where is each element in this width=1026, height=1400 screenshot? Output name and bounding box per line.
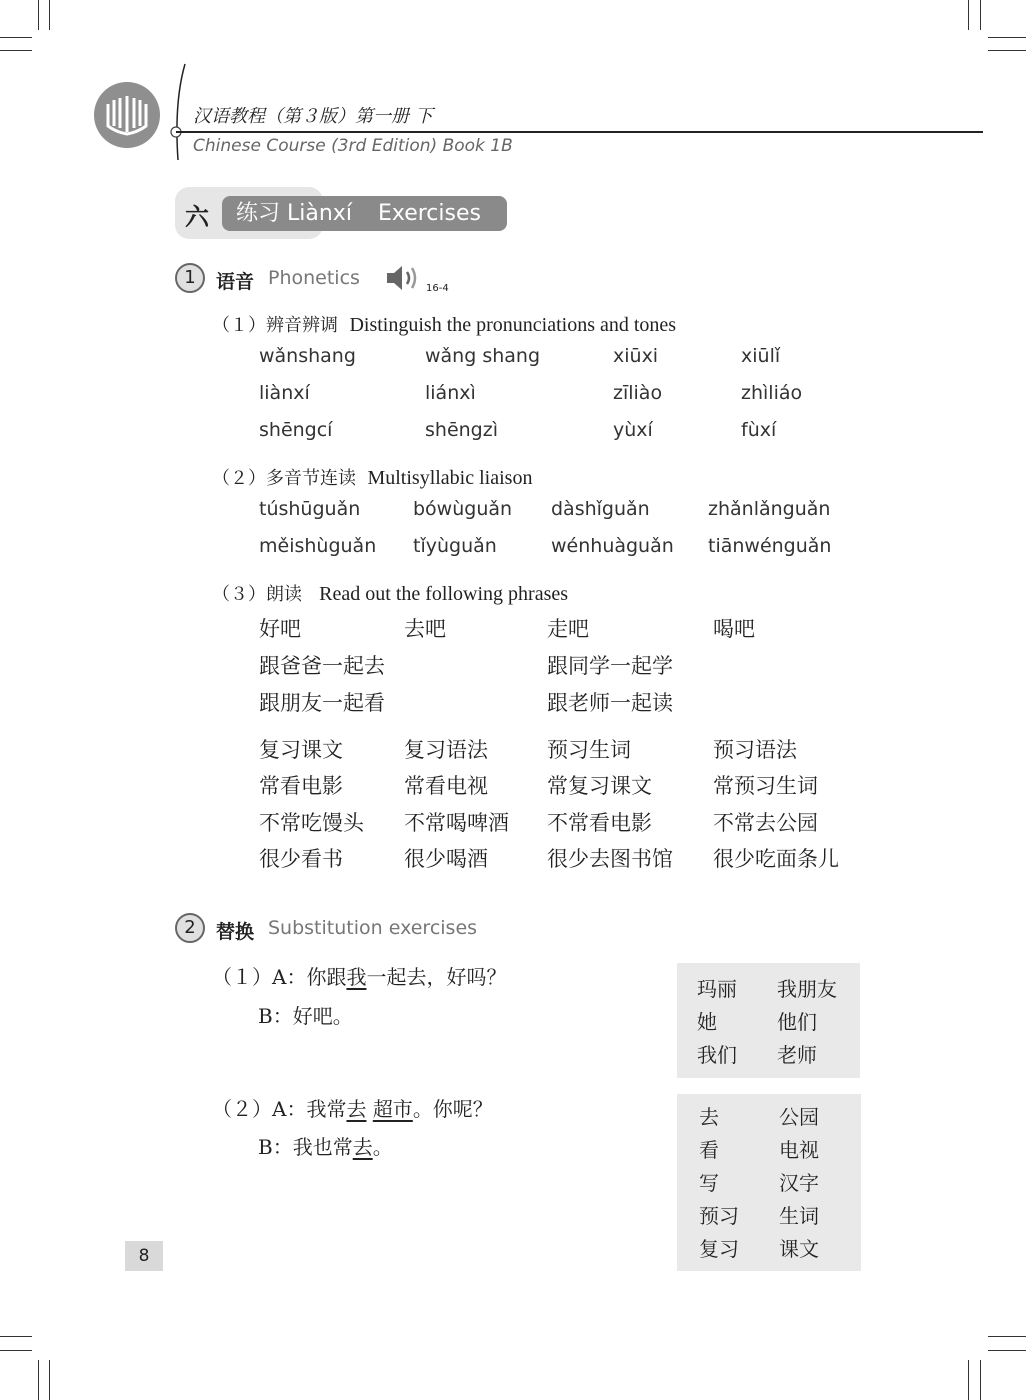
audio-speaker-icon[interactable]	[383, 262, 423, 294]
phonetics-title-en: Phonetics	[268, 267, 360, 289]
pinyin-word: shēngzì	[425, 419, 498, 441]
substitution-word: 复习	[699, 1237, 739, 1261]
crop-mark	[0, 1350, 32, 1351]
header-title-en: Chinese Course (3rd Edition) Book 1B	[193, 136, 513, 156]
phrase: 复习语法	[404, 738, 488, 762]
part-title-en: Read out the following phrases	[319, 583, 569, 605]
substitution-slot: 去	[352, 1135, 373, 1159]
phrase: 常预习生词	[713, 774, 818, 798]
exercise-number-badge: 1	[175, 263, 205, 293]
crop-mark	[988, 1336, 1026, 1337]
sentence-text: B：我也常	[258, 1135, 353, 1159]
pinyin-word: zhǎnlǎnguǎn	[708, 498, 831, 520]
book-logo	[94, 82, 160, 148]
pinyin-word: liánxì	[425, 382, 476, 404]
pinyin-word: liànxí	[259, 382, 310, 404]
pinyin-word: xiūlǐ	[741, 345, 781, 367]
sentence-text: 一起去，好吗？	[366, 965, 507, 989]
book-logo-icon	[94, 82, 160, 148]
part-title-cn: 朗读	[266, 584, 302, 605]
phonetics-title-cn: 语音	[216, 271, 255, 293]
part-title-cn: 多音节连读	[266, 468, 356, 489]
substitution-ex2-line-b	[258, 1131, 393, 1160]
phrase: 预习生词	[547, 738, 631, 762]
pinyin-word: wǎnshang	[259, 345, 356, 367]
pinyin-word: wénhuàguǎn	[551, 535, 674, 557]
substitution-title-cn: 替换	[216, 921, 255, 943]
phonetics-part3-heading	[212, 580, 568, 606]
ex-label: （２）	[212, 1097, 272, 1121]
phrase: 走吧	[547, 617, 589, 641]
phrase: 很少吃面条儿	[713, 847, 839, 871]
pinyin-word: tiānwénguǎn	[708, 535, 832, 557]
phrase: 不常吃馒头	[259, 811, 364, 835]
substitution-word: 我们	[697, 1043, 737, 1067]
page-number: 8	[125, 1241, 163, 1271]
part-label: （１）	[212, 315, 266, 336]
crop-mark	[980, 1360, 981, 1400]
substitution-slot: 我	[346, 965, 367, 989]
phrase: 不常喝啤酒	[404, 811, 509, 835]
exercise-number-badge: 2	[175, 913, 205, 943]
part-label: （３）	[212, 584, 266, 605]
phrase: 很少喝酒	[404, 847, 488, 871]
substitution-ex1-line-a	[212, 961, 506, 990]
ex-label: （１）	[212, 965, 272, 989]
crop-mark	[0, 37, 32, 38]
pinyin-word: fùxí	[741, 419, 777, 441]
phrase: 跟同学一起学	[547, 654, 673, 678]
substitution-word: 汉字	[779, 1171, 819, 1195]
pinyin-word: bówùguǎn	[413, 498, 513, 520]
pinyin-word: měishùguǎn	[259, 535, 377, 557]
phrase: 很少去图书馆	[547, 847, 673, 871]
phrase: 好吧	[259, 617, 301, 641]
pinyin-word: shēngcí	[259, 419, 333, 441]
crop-mark	[0, 1336, 32, 1337]
phrase: 常看电影	[259, 774, 343, 798]
substitution-word: 他们	[777, 1010, 817, 1034]
phrase: 不常去公园	[713, 811, 818, 835]
header-title-cn: 汉语教程（第３版）第一册 下	[193, 106, 433, 127]
section-number: 六	[185, 203, 209, 231]
section-title	[222, 196, 507, 231]
phrase: 很少看书	[259, 847, 343, 871]
sentence-text: A：你跟	[272, 965, 347, 989]
substitution-slot: 超市	[372, 1097, 413, 1121]
audio-track-number: 16-4	[426, 283, 449, 294]
pinyin-word: xiūxi	[613, 345, 659, 367]
crop-mark	[49, 0, 50, 30]
phrase: 去吧	[404, 617, 446, 641]
substitution-word: 电视	[779, 1138, 819, 1162]
phrase: 常复习课文	[547, 774, 652, 798]
sentence-text: 。	[372, 1135, 393, 1159]
phrase: 常看电视	[404, 774, 488, 798]
substitution-word: 玛丽	[697, 977, 737, 1001]
phrase: 复习课文	[259, 738, 343, 762]
part-label: （２）	[212, 468, 266, 489]
crop-mark	[988, 50, 1026, 51]
pinyin-word: zīliào	[613, 382, 663, 404]
substitution-word: 她	[697, 1010, 717, 1034]
substitution-word: 公园	[779, 1105, 819, 1129]
pinyin-word: wǎng shang	[425, 345, 541, 367]
header-ornament	[160, 62, 190, 162]
crop-mark	[968, 1360, 969, 1400]
substitution-word: 写	[699, 1171, 719, 1195]
phrase: 跟老师一起读	[547, 691, 673, 715]
phrase: 预习语法	[713, 738, 797, 762]
pinyin-word: yùxí	[613, 419, 653, 441]
substitution-word: 预习	[699, 1204, 739, 1228]
substitution-ex2-line-a	[212, 1093, 493, 1122]
section-title-cn: 练习	[236, 201, 281, 226]
sentence-text: A：我常	[272, 1097, 347, 1121]
header-rule	[176, 131, 983, 133]
pinyin-word: túshūguǎn	[259, 498, 361, 520]
substitution-slot: 去	[346, 1097, 367, 1121]
pinyin-word: dàshǐguǎn	[551, 498, 650, 520]
crop-mark	[38, 0, 39, 30]
substitution-word: 看	[699, 1138, 719, 1162]
pinyin-word: tǐyùguǎn	[413, 535, 497, 557]
sentence-text: 。你呢？	[412, 1097, 493, 1121]
part-title-en: Distinguish the pronunciations and tones	[349, 314, 677, 336]
crop-mark	[38, 1360, 39, 1400]
phrase: 喝吧	[713, 617, 755, 641]
section-title-en: Exercises	[377, 201, 481, 226]
part-title-en: Multisyllabic liaison	[367, 467, 533, 489]
substitution-word: 我朋友	[777, 977, 837, 1001]
crop-mark	[988, 1350, 1026, 1351]
substitution-word: 课文	[779, 1237, 819, 1261]
crop-mark	[968, 0, 969, 30]
substitution-title-en: Substitution exercises	[268, 917, 478, 939]
crop-mark	[988, 37, 1026, 38]
pinyin-word: zhìliáo	[741, 382, 803, 404]
crop-mark	[0, 50, 32, 51]
phrase: 跟朋友一起看	[259, 691, 385, 715]
substitution-word: 老师	[777, 1043, 817, 1067]
substitution-word: 生词	[779, 1204, 819, 1228]
substitution-ex1-line-b: B：好吧。	[258, 1004, 353, 1028]
crop-mark	[980, 0, 981, 30]
part-title-cn: 辨音辨调	[266, 315, 338, 336]
phonetics-part2-heading	[212, 464, 532, 490]
phrase: 跟爸爸一起去	[259, 654, 385, 678]
section-title-pinyin: Liànxí	[287, 201, 352, 226]
substitution-word: 去	[699, 1105, 719, 1129]
crop-mark	[49, 1360, 50, 1400]
phonetics-part1-heading	[212, 311, 676, 337]
phrase: 不常看电影	[547, 811, 652, 835]
